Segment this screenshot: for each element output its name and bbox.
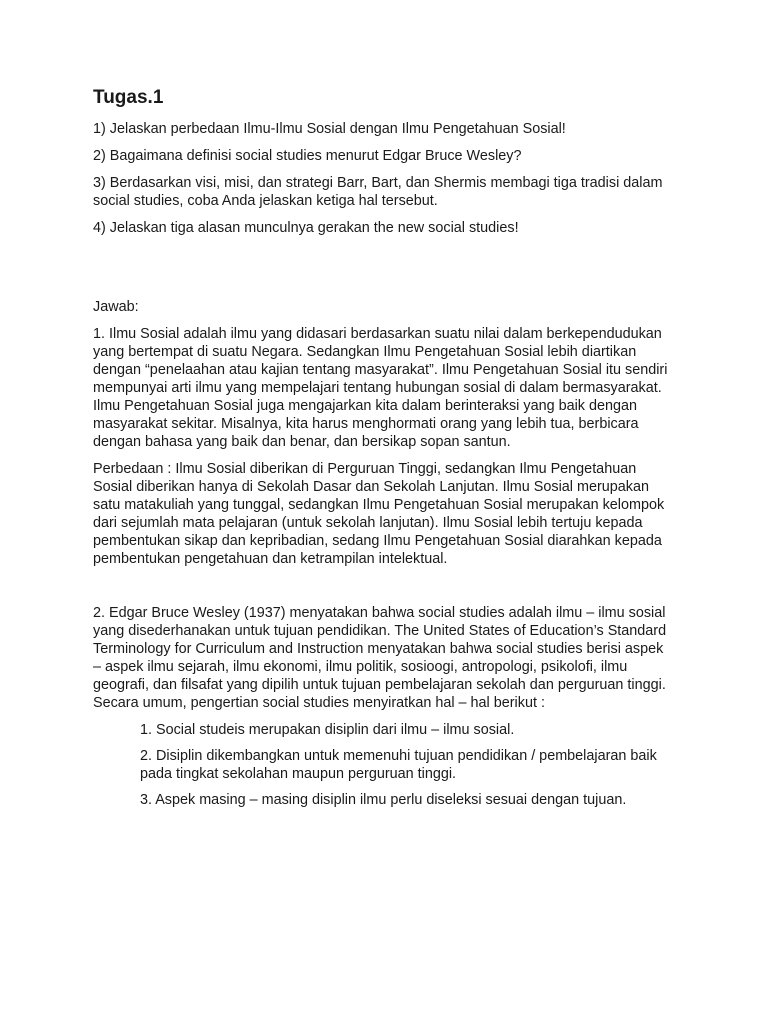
question-list <box>93 120 673 237</box>
answer1-difference-paragraph: Perbedaan : Ilmu Sosial diberikan di Perguruan Tinggi, sedangkan Ilmu Pengetahuan Sosial diberikan hanya di Sekolah Dasar dan Sekolah Lanjutan. Ilmu Sosial merupakan satu matakuliah yang tunggal, sedangkan Ilmu Pengetahuan Sosial merupakan kelompok dari sejumlah mata pelajaran (untuk sekolah lanjutan). Ilmu Sosial lebih tertuju kepada pembentukan sikap dan kepribadian, sedang Ilmu Pengetahuan Sosial diarahkan kepada pembentukan pengetahuan dan ketrampilan intelektual. <box>93 461 665 567</box>
list-item: 2. Disiplin dikembangkan untuk memenuhi tujuan pendidikan / pembelajaran baik pada tingkat sekolahan maupun perguruan tinggi. <box>140 748 657 782</box>
question-item: 2) Bagaimana definisi social studies menurut Edgar Bruce Wesley? <box>93 148 522 164</box>
section-spacer <box>93 246 673 298</box>
question-item: 1) Jelaskan perbedaan Ilmu-Ilmu Sosial dengan Ilmu Pengetahuan Sosial! <box>93 121 566 137</box>
section-spacer <box>93 577 673 604</box>
question-item: 3) Berdasarkan visi, misi, dan strategi Barr, Bart, dan Shermis membagi tiga tradisi dalam social studies, coba Anda jelaskan ketiga hal tersebut. <box>93 175 663 209</box>
answer1-paragraph: 1. Ilmu Sosial adalah ilmu yang didasari berdasarkan suatu nilai dalam berkependudukan yang bertempat di suatu Negara. Sedangkan Ilmu Pengetahuan Sosial lebih diartikan dengan “penelaahan atau kajian tentang masyarakat”. Ilmu Pengetahuan Sosial itu sendiri mempunyai arti ilmu yang mempelajari tentang hubungan sosial di dalam bermasyarakat. Ilmu Pengetahuan Sosial juga mengajarkan kita dalam berinteraksi yang baik dengan masyarakat sekitar. Misalnya, kita harus menghormati orang yang lebih tua, berbicara dengan bahasa yang baik dan benar, dan bersikap sopan santun. <box>93 326 668 450</box>
document-title: Tugas.1 <box>93 87 164 108</box>
list-item: 3. Aspek masing – masing disiplin ilmu perlu diseleksi sesuai dengan tujuan. <box>140 792 627 808</box>
answer2-list <box>93 721 673 809</box>
list-item: 1. Social studeis merupakan disiplin dari ilmu – ilmu sosial. <box>140 722 515 738</box>
answer-label: Jawab: <box>93 299 139 315</box>
answer2-paragraph: 2. Edgar Bruce Wesley (1937) menyatakan bahwa social studies adalah ilmu – ilmu sosial yang disederhanakan untuk tujuan pendidikan. The United States of Education’s Standard Terminology for Curriculum and Instruction menyatakan bahwa social studies berisi aspek – aspek ilmu sejarah, ilmu ekonomi, ilmu politik, sosioogi, antropologi, psikolofi, ilmu geografi, dan filsafat yang dipilih untuk tujuan pembelajaran sekolah dan perguruan tinggi. Secara umum, pengertian social studies menyiratkan hal – hal berikut : <box>93 605 667 711</box>
question-item: 4) Jelaskan tiga alasan munculnya gerakan the new social studies! <box>93 220 519 236</box>
document-content <box>93 86 673 817</box>
